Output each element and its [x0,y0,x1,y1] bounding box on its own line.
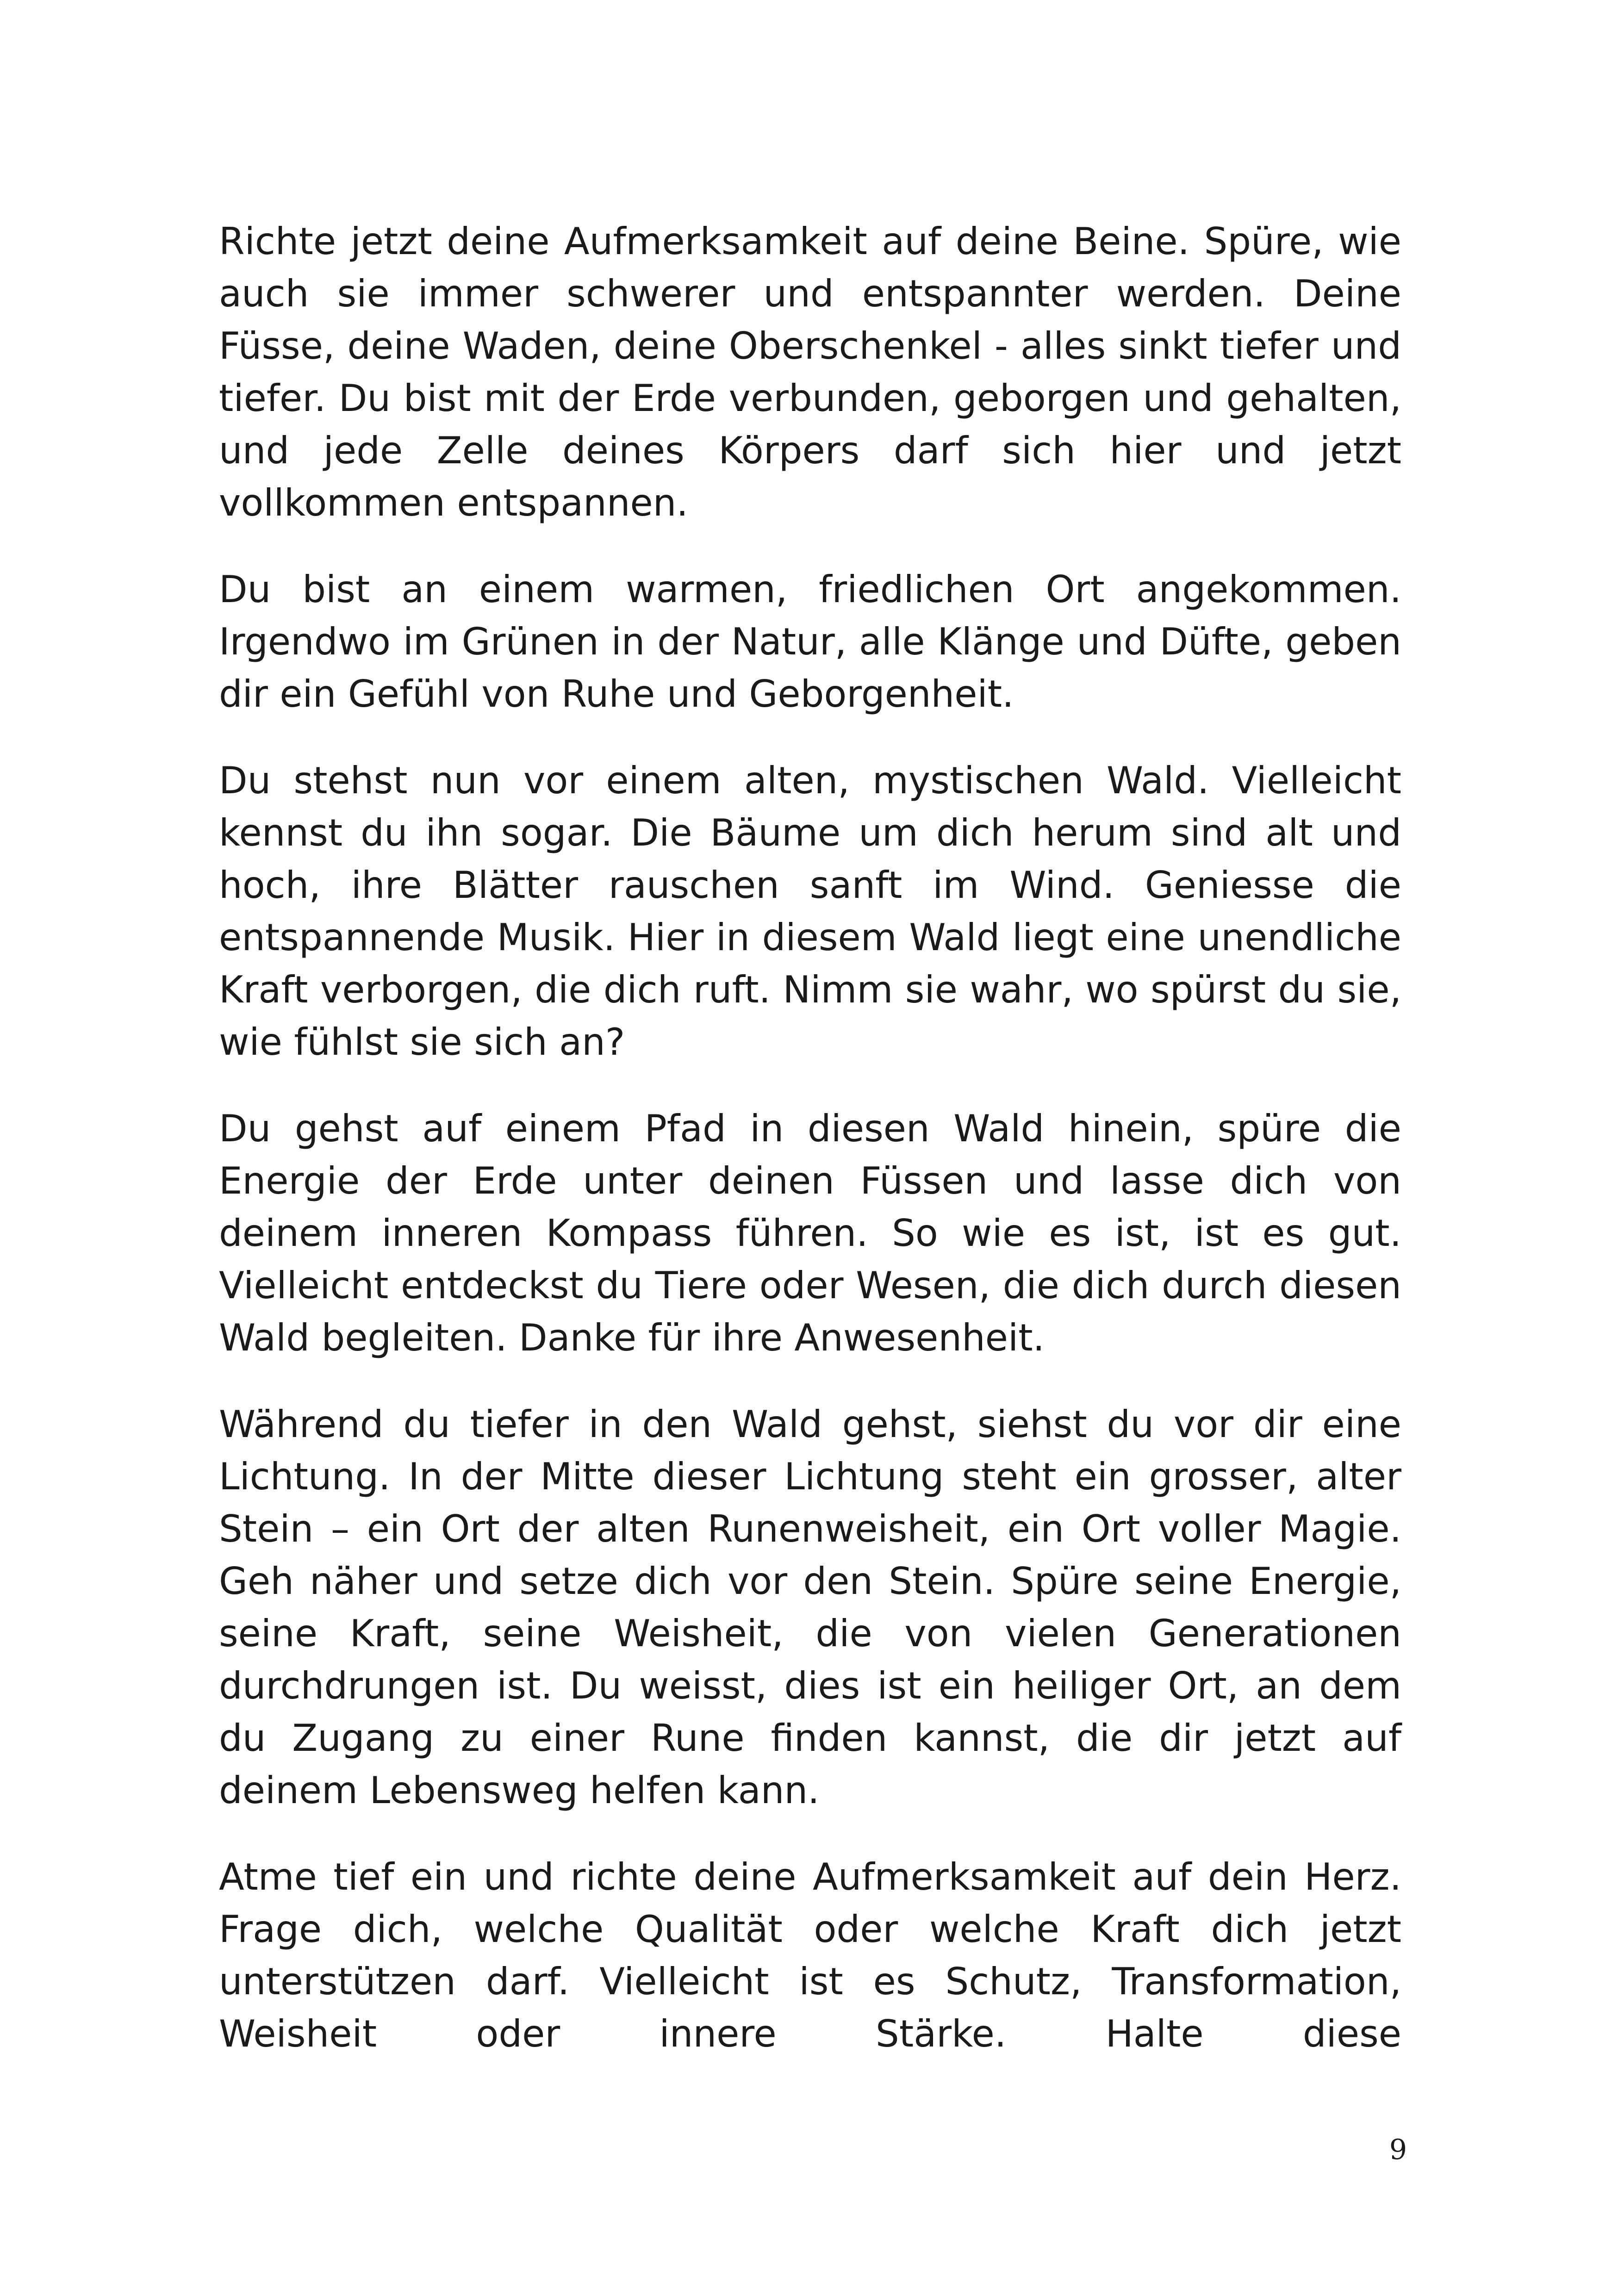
paragraph: Während du tiefer in den Wald gehst, siehst du vor dir eine Lichtung. In der Mitte dieser Lichtung steht ein grosser, alter Stein – ein Ort der alten Runenweisheit, ein Ort voller Magie. Geh näher und setze dich vor den Stein. Spüre seine Energie, seine Kraft, seine Weisheit, die von vielen Generationen durchdrungen ist. Du weisst, dies ist ein heiliger Ort, an dem du Zugang zu einer Rune finden kannst, die dir jetzt auf deinem Lebensweg helfen kann. [219,1403,1401,1812]
paragraph: Atme tief ein und richte deine Aufmerksamkeit auf dein Herz. Frage dich, welche Qualität oder welche Kraft dich jetzt unterstützen darf. Vielleicht ist es Schutz, Transformation, Weisheit oder innere Stärke. Halte diese [219,1855,1401,2055]
page-number: 9 [1389,2134,1407,2166]
paragraph: Richte jetzt deine Aufmerksamkeit auf deine Beine. Spüre, wie auch sie immer schwerer und entspannter werden. Deine Füsse, deine Waden, deine Oberschenkel - alles sinkt tiefer und tiefer. Du bist mit der Erde verbunden, geborgen und gehalten, und jede Zelle deines Körpers darf sich hier und jetzt vollkommen entspannen. [219,220,1401,524]
paragraph: Du gehst auf einem Pfad in diesen Wald hinein, spüre die Energie der Erde unter deinen Füssen und lasse dich von deinem inneren Kompass führen. So wie es ist, ist es gut. Vielleicht entdeckst du Tiere oder Wesen, die dich durch diesen Wald begleiten. Danke für ihre Anwesenheit. [219,1107,1401,1359]
paragraph: Du bist an einem warmen, friedlichen Ort angekommen. Irgendwo im Grünen in der Natur, alle Klänge und Düfte, geben dir ein Gefühl von Ruhe und Geborgenheit. [219,568,1401,716]
body-text [219,215,1401,2094]
paragraph: Du stehst nun vor einem alten, mystischen Wald. Vielleicht kennst du ihn sogar. Die Bäume um dich herum sind alt und hoch, ihre Blätter rauschen sanft im Wind. Geniesse die entspannende Musik. Hier in diesem Wald liegt eine unendliche Kraft verborgen, die dich ruft. Nimm sie wahr, wo spürst du sie, wie fühlst sie sich an? [219,759,1401,1064]
